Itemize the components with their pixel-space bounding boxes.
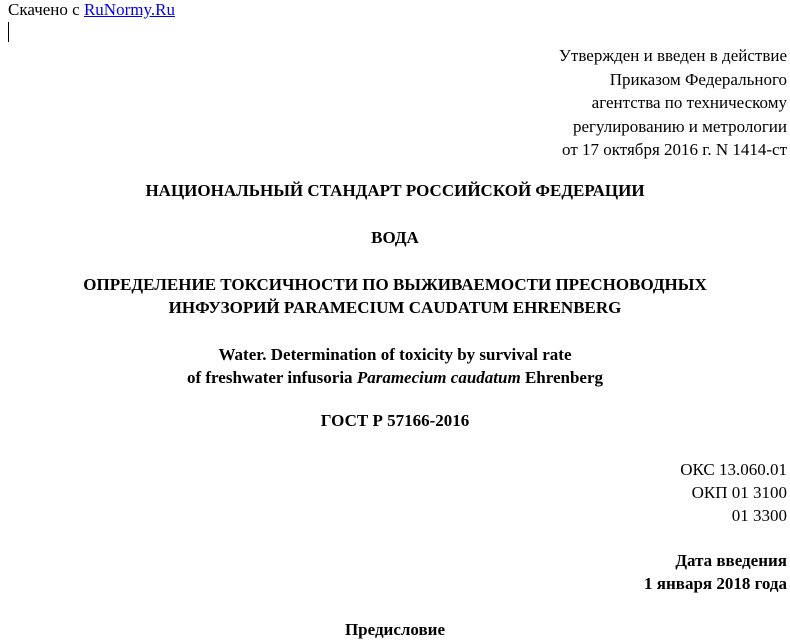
title-ru-line: ИНФУЗОРИЙ PARAMECIUM CAUDATUM EHRENBERG bbox=[168, 298, 622, 317]
classification-codes bbox=[680, 458, 787, 527]
title-ru-line: ОПРЕДЕЛЕНИЕ ТОКСИЧНОСТИ ПО ВЫЖИВАЕМОСТИ ПРЕСНОВОДНЫХ bbox=[83, 275, 707, 294]
section-heading: ВОДА bbox=[371, 228, 419, 247]
title-en-pre: of freshwater infusoria bbox=[186, 368, 357, 387]
approval-line: регулированию и метрологии bbox=[572, 116, 787, 136]
text-cursor bbox=[8, 22, 9, 42]
runormy-link[interactable]: RuNormy.Ru bbox=[83, 0, 175, 19]
effective-date-block bbox=[644, 549, 787, 595]
code-line: ОКП 01 3100 bbox=[691, 483, 787, 502]
code-line: ОКС 13.060.01 bbox=[680, 460, 787, 479]
gost-number: ГОСТ Р 57166-2016 bbox=[320, 411, 470, 430]
approval-line: Приказом Федерального bbox=[609, 69, 787, 89]
title-en-line bbox=[0, 366, 790, 389]
title-english bbox=[0, 343, 790, 389]
effective-date-label: Дата введения bbox=[675, 551, 787, 570]
code-line: 01 3300 bbox=[731, 506, 787, 525]
title-en-line: Water. Determination of toxicity by survival rate bbox=[218, 345, 572, 364]
effective-date-value: 1 января 2018 года bbox=[644, 574, 787, 593]
approval-line: от 17 октября 2016 г. N 1414-ст bbox=[562, 140, 787, 160]
title-en-species: Paramecium caudatum bbox=[356, 368, 521, 387]
source-line bbox=[8, 1, 175, 19]
foreword-heading: Предисловие bbox=[344, 620, 446, 639]
approval-block bbox=[559, 44, 787, 162]
title-russian bbox=[0, 273, 790, 319]
approval-line: Утвержден и введен в действие bbox=[558, 46, 787, 65]
source-prefix: Скачено с bbox=[8, 0, 84, 19]
approval-line: агентства по техническому bbox=[591, 93, 787, 113]
title-en-post: Ehrenberg bbox=[520, 368, 604, 387]
national-standard-heading: НАЦИОНАЛЬНЫЙ СТАНДАРТ РОССИЙСКОЙ ФЕДЕРАЦИИ bbox=[145, 181, 645, 200]
